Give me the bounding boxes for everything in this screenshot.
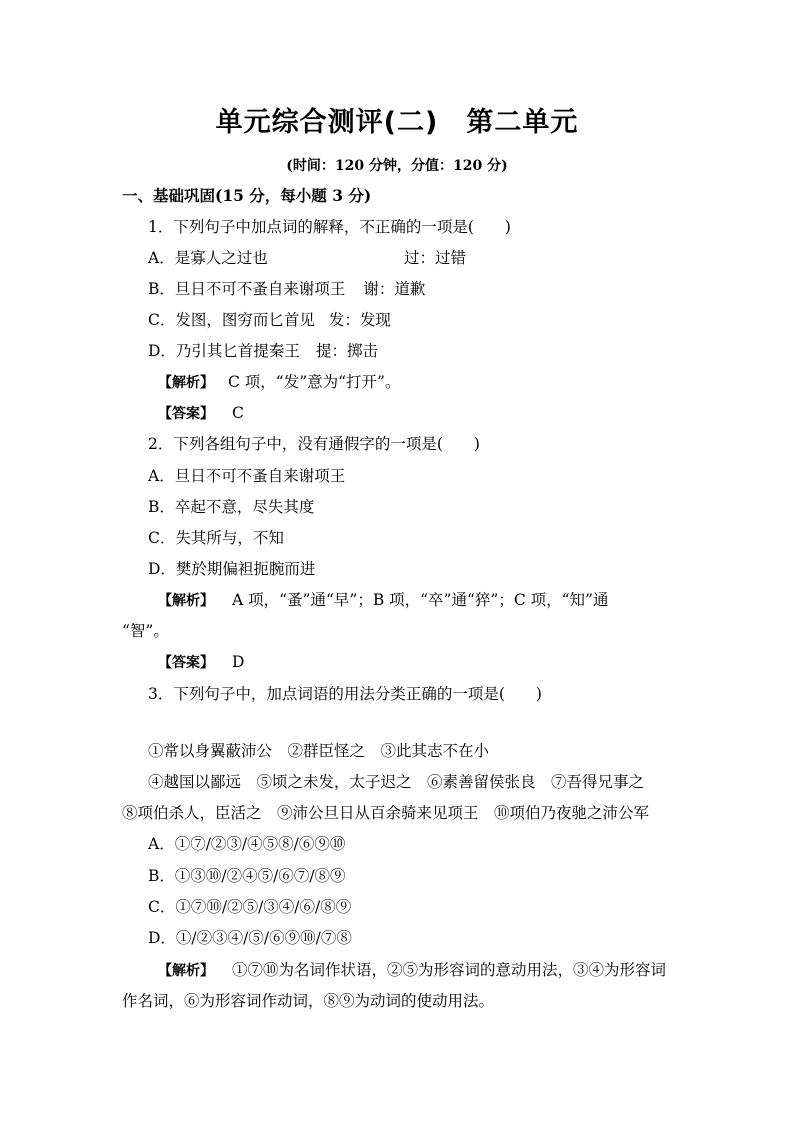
answer-tag: 【答案】 — [158, 655, 214, 671]
analysis-tag: 【解析】 — [158, 375, 214, 391]
question-1-stem: 1．下列句子中加点词的解释，不正确的一项是( ) — [148, 218, 511, 236]
question-1-option-a-gloss: 过：过错 — [404, 249, 467, 267]
question-3-analysis: 【解析】 ①⑦⑩为名词作状语，②⑤为形容词的意动用法，③④为形容词 — [158, 961, 667, 979]
question-3-option-a: A．①⑦/②③/④⑤⑧/⑥⑨⑩ — [148, 835, 346, 853]
analysis-tag: 【解析】 — [158, 593, 214, 609]
question-1-analysis: 【解析】 C 项，“发”意为“打开”。 — [158, 373, 401, 391]
analysis-tag: 【解析】 — [158, 963, 214, 979]
question-1-option-a: A．是寡人之过也 — [148, 249, 268, 267]
section-heading: 一、基础巩固(15 分，每小题 3 分) — [122, 186, 372, 205]
question-3-sentences-1: ①常以身翼蔽沛公 ②群臣怪之 ③此其志不在小 — [148, 742, 490, 760]
question-3-option-c: C．①⑦⑩/②⑤/③④/⑥/⑧⑨ — [148, 898, 352, 916]
question-2-option-a: A．旦日不可不蚤自来谢项王 — [148, 467, 346, 485]
question-3-option-b: B．①③⑩/②④⑤/⑥⑦/⑧⑨ — [148, 867, 346, 885]
question-2-stem: 2．下列各组句子中，没有通假字的一项是( ) — [148, 435, 480, 453]
question-1-option-b: B．旦日不可不蚤自来谢项王 谢：道歉 — [148, 280, 426, 298]
question-2-option-c: C．失其所与，不知 — [148, 529, 284, 547]
exam-info: (时间：120 分钟，分值：120 分) — [286, 158, 508, 174]
question-1-option-d: D．乃引其匕首提秦王 提：掷击 — [148, 342, 378, 360]
question-3-analysis-continued: 作名词，⑥为形容词作动词，⑧⑨为动词的使动用法。 — [122, 992, 495, 1010]
question-1-option-c: C．发图，图穷而匕首见 发：发现 — [148, 311, 391, 329]
page-title: 单元综合测评(二) 第二单元 — [215, 107, 579, 138]
question-2-option-b: B．卒起不意，尽失其度 — [148, 498, 315, 516]
question-2-analysis-continued: “智”。 — [122, 622, 169, 640]
question-3-stem: 3．下列句子中，加点词语的用法分类正确的一项是( ) — [148, 685, 542, 703]
question-3-sentences-2: ④越国以鄙远 ⑤顷之未发，太子迟之 ⑥素善留侯张良 ⑦吾得兄事之 — [148, 773, 645, 791]
question-1-answer: 【答案】 C — [158, 404, 244, 422]
question-2-answer: 【答案】 D — [158, 653, 245, 671]
question-2-analysis: 【解析】 A 项，“蚤”通“早”；B 项，“卒”通“猝”；C 项，“知”通 — [158, 591, 609, 609]
question-2-option-d: D．樊於期偏袒扼腕而进 — [148, 560, 316, 578]
answer-tag: 【答案】 — [158, 406, 214, 422]
question-3-option-d: D．①/②③④/⑤/⑥⑨⑩/⑦⑧ — [148, 929, 352, 947]
question-3-sentences-3: ⑧项伯杀人，臣活之 ⑨沛公旦日从百余骑来见项王 ⑩项伯乃夜驰之沛公军 — [122, 804, 650, 822]
